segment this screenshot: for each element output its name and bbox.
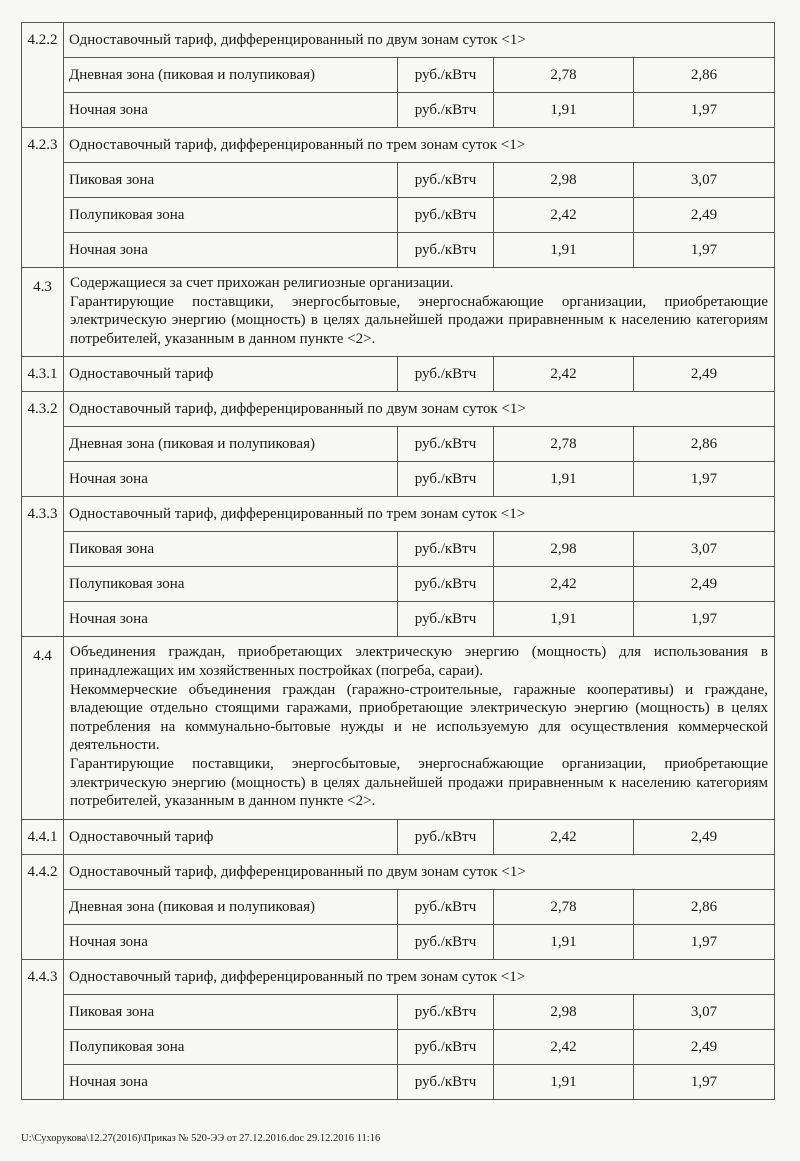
value-1: 2,42	[494, 567, 634, 602]
unit-cell: руб./кВтч	[398, 163, 494, 198]
unit-cell: руб./кВтч	[398, 567, 494, 602]
value-1: 2,98	[494, 532, 634, 567]
value-2: 1,97	[634, 602, 775, 637]
value-1: 1,91	[494, 462, 634, 497]
value-1: 2,42	[494, 198, 634, 233]
table-row	[22, 602, 775, 637]
description-paragraph: Содержащиеся за счет прихожан религиозные организации.	[70, 275, 454, 291]
zone-name: Полупиковая зона	[64, 198, 398, 233]
value-2: 2,49	[634, 819, 775, 854]
table-row	[22, 819, 775, 854]
unit-cell: руб./кВтч	[398, 924, 494, 959]
table-row	[22, 163, 775, 198]
value-2: 2,49	[634, 198, 775, 233]
value-1: 2,78	[494, 427, 634, 462]
unit-cell: руб./кВтч	[398, 198, 494, 233]
section-code: 4.4.2	[22, 854, 64, 959]
value-2: 1,97	[634, 233, 775, 268]
value-1: 1,91	[494, 924, 634, 959]
section-code: 4.4.3	[22, 959, 64, 1099]
zone-name: Дневная зона (пиковая и полупиковая)	[64, 889, 398, 924]
description-paragraph: Гарантирующие поставщики, энергосбытовые, энергоснабжающие организации, приобретающие электрическую энергию (мощность) в целях дальнейшей продажи приравненным к населению категориям потребителей, указанным в данном пункте <2>.	[70, 293, 768, 347]
section-header-row	[22, 23, 775, 58]
zone-name: Полупиковая зона	[64, 567, 398, 602]
description-paragraph: Гарантирующие поставщики, энергосбытовые, энергоснабжающие организации, приобретающие электрическую энергию (мощность) в целях дальнейшей продажи приравненным к населению категориям потребителей, указанным в данном пункте <2>.	[70, 755, 768, 810]
table-row	[22, 357, 775, 392]
tariff-name: Одноставочный тариф	[64, 357, 398, 392]
section-code: 4.3.2	[22, 392, 64, 497]
unit-cell: руб./кВтч	[398, 819, 494, 854]
table-row	[22, 233, 775, 268]
section-header-row	[22, 854, 775, 889]
category-description-row	[22, 637, 775, 819]
zone-name: Ночная зона	[64, 93, 398, 128]
section-header-row	[22, 128, 775, 163]
value-2: 1,97	[634, 462, 775, 497]
zone-name: Пиковая зона	[64, 532, 398, 567]
value-1: 2,42	[494, 357, 634, 392]
value-2: 3,07	[634, 532, 775, 567]
unit-cell: руб./кВтч	[398, 1064, 494, 1099]
table-row	[22, 427, 775, 462]
table-row	[22, 198, 775, 233]
zone-name: Ночная зона	[64, 233, 398, 268]
value-2: 2,49	[634, 1029, 775, 1064]
section-title: Одноставочный тариф, дифференцированный по двум зонам суток <1>	[64, 392, 775, 427]
value-1: 2,78	[494, 889, 634, 924]
table-row	[22, 58, 775, 93]
value-1: 2,98	[494, 994, 634, 1029]
value-1: 2,78	[494, 58, 634, 93]
unit-cell: руб./кВтч	[398, 357, 494, 392]
table-row	[22, 1029, 775, 1064]
unit-cell: руб./кВтч	[398, 602, 494, 637]
category-description	[64, 637, 775, 819]
section-code: 4.2.3	[22, 128, 64, 268]
value-2: 1,97	[634, 1064, 775, 1099]
zone-name: Ночная зона	[64, 1064, 398, 1099]
section-title: Одноставочный тариф, дифференцированный по трем зонам суток <1>	[64, 128, 775, 163]
tariff-table	[21, 22, 775, 1100]
zone-name: Ночная зона	[64, 462, 398, 497]
section-code: 4.2.2	[22, 23, 64, 128]
zone-name: Полупиковая зона	[64, 1029, 398, 1064]
zone-name: Дневная зона (пиковая и полупиковая)	[64, 58, 398, 93]
description-paragraph: Объединения граждан, приобретающих электрическую энергию (мощность) для использования в принадлежащих им хозяйственных постройках (погреба, сараи).	[70, 644, 768, 679]
value-1: 1,91	[494, 602, 634, 637]
table-row	[22, 889, 775, 924]
zone-name: Пиковая зона	[64, 994, 398, 1029]
table-row	[22, 924, 775, 959]
section-code: 4.4.1	[22, 819, 64, 854]
value-1: 2,42	[494, 819, 634, 854]
table-row	[22, 994, 775, 1029]
value-1: 1,91	[494, 93, 634, 128]
unit-cell: руб./кВтч	[398, 58, 494, 93]
table-row	[22, 1064, 775, 1099]
category-description	[64, 268, 775, 357]
value-1: 1,91	[494, 1064, 634, 1099]
table-row	[22, 532, 775, 567]
unit-cell: руб./кВтч	[398, 1029, 494, 1064]
section-title: Одноставочный тариф, дифференцированный по трем зонам суток <1>	[64, 959, 775, 994]
category-description-row	[22, 268, 775, 357]
table-row	[22, 462, 775, 497]
section-header-row	[22, 392, 775, 427]
zone-name: Пиковая зона	[64, 163, 398, 198]
zone-name: Дневная зона (пиковая и полупиковая)	[64, 427, 398, 462]
value-2: 3,07	[634, 994, 775, 1029]
value-2: 2,86	[634, 889, 775, 924]
table-row	[22, 93, 775, 128]
value-2: 2,86	[634, 58, 775, 93]
section-header-row	[22, 497, 775, 532]
value-2: 3,07	[634, 163, 775, 198]
unit-cell: руб./кВтч	[398, 994, 494, 1029]
section-title: Одноставочный тариф, дифференцированный по трем зонам суток <1>	[64, 497, 775, 532]
unit-cell: руб./кВтч	[398, 889, 494, 924]
value-2: 1,97	[634, 924, 775, 959]
value-2: 1,97	[634, 93, 775, 128]
value-2: 2,49	[634, 567, 775, 602]
table-row	[22, 567, 775, 602]
section-code: 4.4	[22, 637, 64, 819]
zone-name: Ночная зона	[64, 924, 398, 959]
value-2: 2,86	[634, 427, 775, 462]
value-1: 1,91	[494, 233, 634, 268]
unit-cell: руб./кВтч	[398, 233, 494, 268]
section-title: Одноставочный тариф, дифференцированный по двум зонам суток <1>	[64, 23, 775, 58]
tariff-name: Одноставочный тариф	[64, 819, 398, 854]
description-paragraph: Некоммерческие объединения граждан (гаражно-строительные, гаражные кооперативы) и граждане, владеющие отдельно стоящими гаражами, приобретающие электрическую энергию (мощность) в целях потребления на коммунально-бытовые нужды и не используемую для осуществления коммерческой деятельности.	[70, 681, 768, 754]
section-code: 4.3.1	[22, 357, 64, 392]
unit-cell: руб./кВтч	[398, 93, 494, 128]
section-title: Одноставочный тариф, дифференцированный по двум зонам суток <1>	[64, 854, 775, 889]
section-code: 4.3	[22, 268, 64, 357]
zone-name: Ночная зона	[64, 602, 398, 637]
value-2: 2,49	[634, 357, 775, 392]
section-code: 4.3.3	[22, 497, 64, 637]
unit-cell: руб./кВтч	[398, 427, 494, 462]
value-1: 2,98	[494, 163, 634, 198]
unit-cell: руб./кВтч	[398, 462, 494, 497]
document-path-footer: U:\Сухорукова\12.27(2016)\Приказ № 520-ЭЭ от 27.12.2016.doc 29.12.2016 11:16	[21, 1133, 381, 1144]
unit-cell: руб./кВтч	[398, 532, 494, 567]
value-1: 2,42	[494, 1029, 634, 1064]
section-header-row	[22, 959, 775, 994]
